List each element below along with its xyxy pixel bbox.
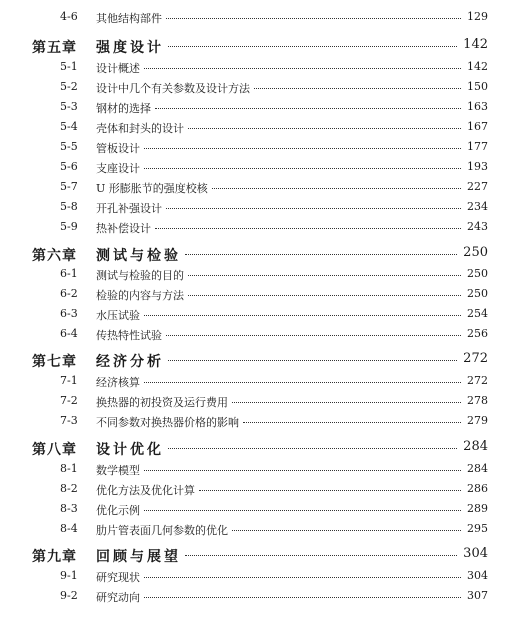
section-title: 壳体和封头的设计 <box>96 122 184 135</box>
section-title: 检验的内容与方法 <box>96 289 184 302</box>
dot-leader <box>144 470 461 471</box>
section-title: 开孔补强设计 <box>96 202 162 215</box>
page-number: 256 <box>467 327 488 340</box>
section-number: 5-5 <box>60 140 78 153</box>
dot-leader <box>166 335 461 336</box>
chapter-title: 经济分析 <box>96 354 164 370</box>
dot-leader <box>185 555 457 556</box>
page-number: 177 <box>467 140 488 153</box>
section-number: 8-4 <box>60 522 78 535</box>
page-number: 250 <box>467 267 488 280</box>
dot-leader <box>199 490 461 491</box>
dot-leader <box>144 148 461 149</box>
section-number: 9-1 <box>60 569 78 582</box>
section-title: 优化示例 <box>96 504 140 517</box>
page-number: 243 <box>467 220 488 233</box>
chapter-row <box>0 245 506 264</box>
dot-leader <box>155 228 461 229</box>
dot-leader <box>168 46 457 47</box>
dot-leader <box>155 108 461 109</box>
page-number: 284 <box>467 462 488 475</box>
section-row <box>0 80 506 94</box>
section-number: 6-2 <box>60 287 78 300</box>
dot-leader <box>185 254 457 255</box>
section-row <box>0 10 506 24</box>
dot-leader <box>232 402 461 403</box>
section-title: 管板设计 <box>96 142 140 155</box>
dot-leader <box>254 88 461 89</box>
page-number: 193 <box>467 160 488 173</box>
page-number: 272 <box>463 351 488 366</box>
page-number: 295 <box>467 522 488 535</box>
dot-leader <box>144 168 461 169</box>
page-number: 286 <box>467 482 488 495</box>
dot-leader <box>168 360 457 361</box>
dot-leader <box>166 208 461 209</box>
section-number: 7-3 <box>60 414 78 427</box>
page-number: 254 <box>467 307 488 320</box>
dot-leader <box>144 577 461 578</box>
section-title: 肋片管表面几何参数的优化 <box>96 524 228 537</box>
section-title: 水压试验 <box>96 309 140 322</box>
chapter-number: 第七章 <box>32 354 77 370</box>
page-number: 250 <box>467 287 488 300</box>
dot-leader <box>144 68 461 69</box>
dot-leader <box>188 275 461 276</box>
chapter-title: 强度设计 <box>96 40 164 56</box>
section-title: 设计中几个有关参数及设计方法 <box>96 82 250 95</box>
page-number: 304 <box>463 546 488 561</box>
section-number: 5-8 <box>60 200 78 213</box>
section-row <box>0 569 506 583</box>
section-row <box>0 180 506 194</box>
section-row <box>0 462 506 476</box>
page-number: 272 <box>467 374 488 387</box>
section-title: 优化方法及优化计算 <box>96 484 195 497</box>
section-row <box>0 200 506 214</box>
page-number: 279 <box>467 414 488 427</box>
section-number: 5-7 <box>60 180 78 193</box>
section-row <box>0 374 506 388</box>
section-title: 数学模型 <box>96 464 140 477</box>
section-title: U 形膨胀节的强度校核 <box>96 182 208 195</box>
dot-leader <box>144 382 461 383</box>
page-number: 150 <box>467 80 488 93</box>
chapter-row <box>0 37 506 56</box>
chapter-title: 回顾与展望 <box>96 549 181 565</box>
dot-leader <box>243 422 461 423</box>
section-row <box>0 120 506 134</box>
section-title: 其他结构部件 <box>96 12 162 25</box>
chapter-title: 测试与检验 <box>96 248 181 264</box>
section-number: 8-2 <box>60 482 78 495</box>
chapter-row <box>0 351 506 370</box>
section-number: 4-6 <box>60 10 78 23</box>
chapter-row <box>0 439 506 458</box>
page-number: 278 <box>467 394 488 407</box>
section-title: 钢材的选择 <box>96 102 151 115</box>
section-number: 5-9 <box>60 220 78 233</box>
section-title: 经济核算 <box>96 376 140 389</box>
section-row <box>0 327 506 341</box>
section-title: 研究现状 <box>96 571 140 584</box>
section-number: 8-1 <box>60 462 78 475</box>
section-row <box>0 100 506 114</box>
section-number: 6-1 <box>60 267 78 280</box>
page-number: 289 <box>467 502 488 515</box>
page-number: 142 <box>463 37 488 52</box>
page-number: 234 <box>467 200 488 213</box>
section-row <box>0 287 506 301</box>
page-number: 284 <box>463 439 488 454</box>
section-title: 支座设计 <box>96 162 140 175</box>
section-number: 5-4 <box>60 120 78 133</box>
section-row <box>0 589 506 603</box>
section-row <box>0 414 506 428</box>
dot-leader <box>188 295 461 296</box>
section-row <box>0 394 506 408</box>
section-number: 5-3 <box>60 100 78 113</box>
chapter-title: 设计优化 <box>96 442 164 458</box>
section-row <box>0 140 506 154</box>
dot-leader <box>144 315 461 316</box>
dot-leader <box>144 597 461 598</box>
dot-leader <box>168 448 457 449</box>
section-row <box>0 60 506 74</box>
section-title: 换热器的初投资及运行费用 <box>96 396 228 409</box>
page-number: 250 <box>463 245 488 260</box>
chapter-row <box>0 546 506 565</box>
page-number: 142 <box>467 60 488 73</box>
dot-leader <box>166 18 461 19</box>
section-number: 5-1 <box>60 60 78 73</box>
section-title: 设计概述 <box>96 62 140 75</box>
chapter-number: 第九章 <box>32 549 77 565</box>
section-number: 5-6 <box>60 160 78 173</box>
dot-leader <box>144 510 461 511</box>
section-title: 研究动向 <box>96 591 140 604</box>
dot-leader <box>188 128 461 129</box>
section-number: 5-2 <box>60 80 78 93</box>
section-title: 传热特性试验 <box>96 329 162 342</box>
page-number: 307 <box>467 589 488 602</box>
section-title: 不同参数对换热器价格的影响 <box>96 416 239 429</box>
section-row <box>0 307 506 321</box>
section-row <box>0 267 506 281</box>
chapter-number: 第八章 <box>32 442 77 458</box>
section-row <box>0 522 506 536</box>
section-number: 6-3 <box>60 307 78 320</box>
section-row <box>0 160 506 174</box>
page-number: 129 <box>467 10 488 23</box>
section-number: 7-2 <box>60 394 78 407</box>
page-number: 304 <box>467 569 488 582</box>
page-number: 163 <box>467 100 488 113</box>
section-number: 8-3 <box>60 502 78 515</box>
section-number: 6-4 <box>60 327 78 340</box>
section-row <box>0 220 506 234</box>
section-title: 热补偿设计 <box>96 222 151 235</box>
dot-leader <box>232 530 461 531</box>
section-number: 7-1 <box>60 374 78 387</box>
section-number: 9-2 <box>60 589 78 602</box>
chapter-number: 第六章 <box>32 248 77 264</box>
section-row <box>0 482 506 496</box>
page-number: 227 <box>467 180 488 193</box>
section-title: 测试与检验的目的 <box>96 269 184 282</box>
section-row <box>0 502 506 516</box>
chapter-number: 第五章 <box>32 40 77 56</box>
dot-leader <box>212 188 461 189</box>
page-number: 167 <box>467 120 488 133</box>
